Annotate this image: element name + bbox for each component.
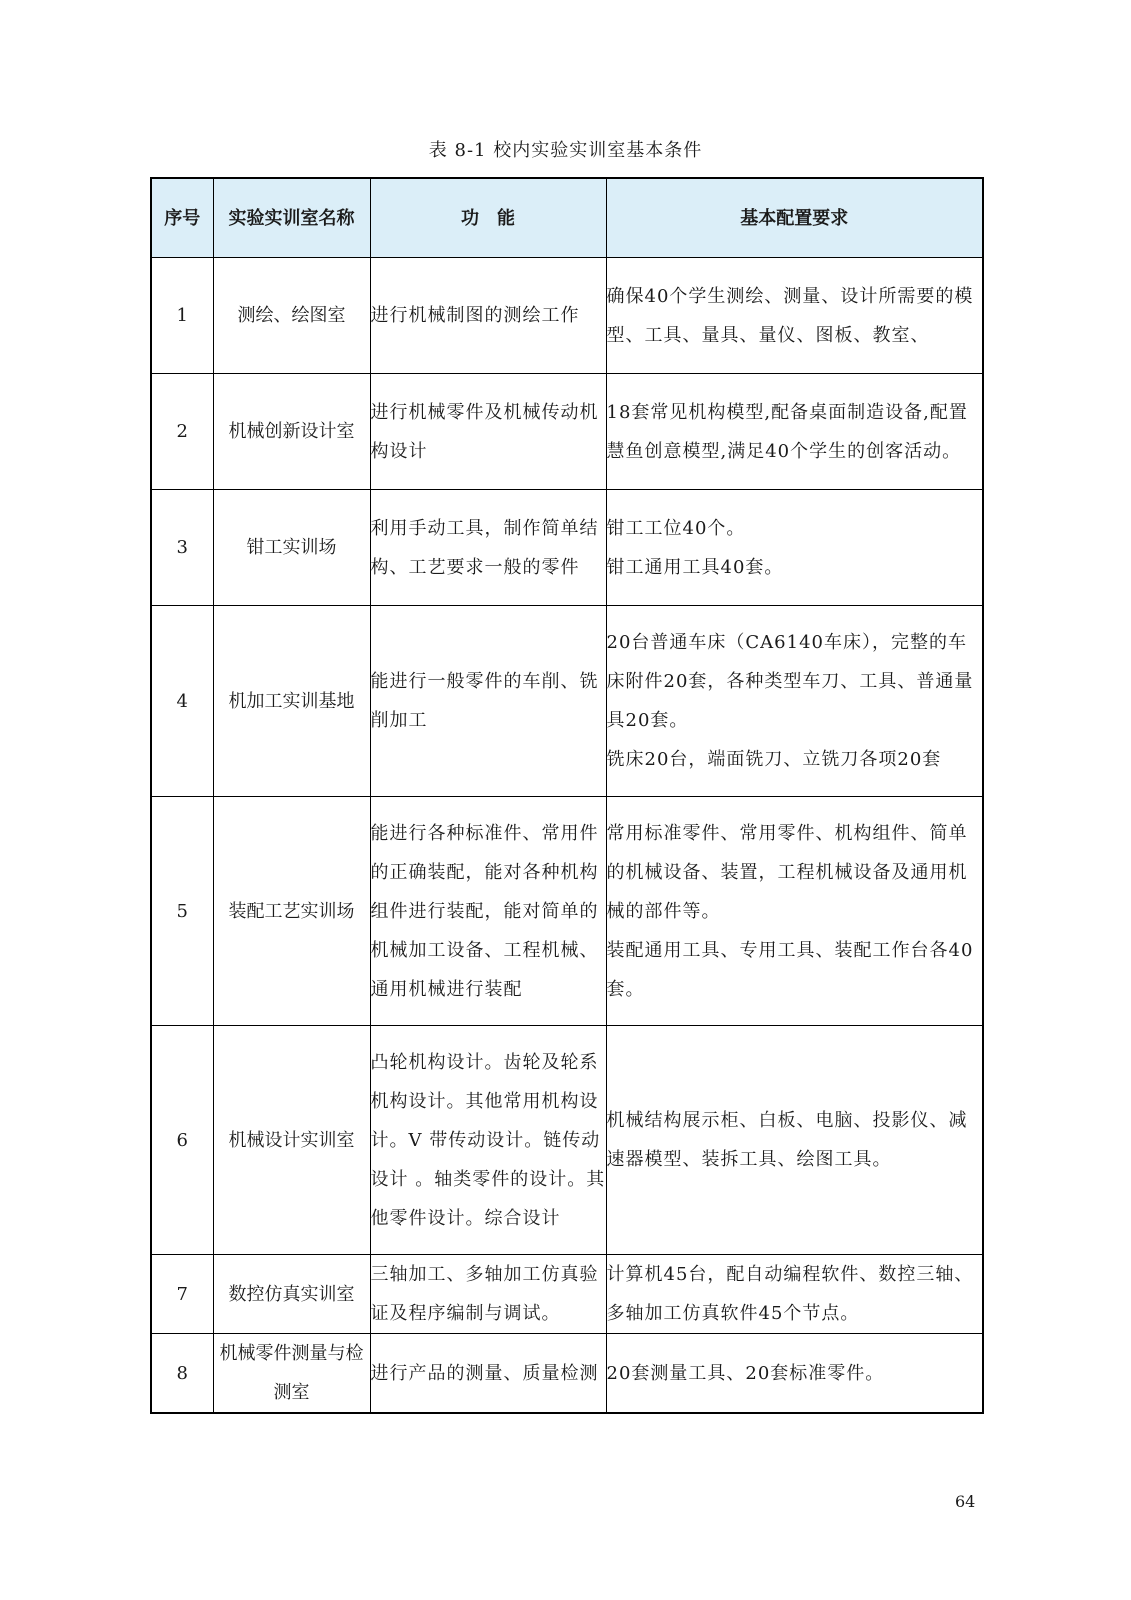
row-requirements [606,490,983,606]
row-index: 4 [151,606,213,797]
row-index: 1 [151,258,213,374]
row-function: 凸轮机构设计。齿轮及轮系机构设计。其他常用机构设计。V 带传动设计。链传动设计 。轴类零件的设计。其他零件设计。综合设计 [370,1026,606,1255]
requirement-line: 20套测量工具、20套标准零件。 [606,1362,885,1384]
requirement-line: 机械结构展示柜、白板、电脑、投影仪、减速器模型、装拆工具、绘图工具。 [606,1110,968,1170]
row-index: 8 [151,1334,213,1414]
row-requirements [606,1026,983,1255]
row-lab-name: 机械创新设计室 [213,374,370,490]
table-row [151,490,983,606]
requirement-line: 常用标准零件、常用零件、机构组件、简单的机械设备、装置，工程机械设备及通用机械的部件等。 [606,822,968,922]
row-index: 3 [151,490,213,606]
table-row [151,1334,983,1414]
row-lab-name: 机械零件测量与检测室 [213,1334,370,1414]
row-lab-name: 机械设计实训室 [213,1026,370,1255]
requirement-line: 确保40个学生测绘、测量、设计所需要的模型、工具、量具、量仪、图板、教室、 [606,285,974,346]
row-lab-name: 钳工实训场 [213,490,370,606]
header-function: 功 能 [370,178,606,258]
requirement-line: 计算机45台，配自动编程软件、数控三轴、多轴加工仿真软件45个节点。 [606,1264,974,1324]
table-row [151,797,983,1026]
row-function: 三轴加工、多轴加工仿真验证及程序编制与调试。 [370,1255,606,1334]
row-function: 利用手动工具，制作简单结构、工艺要求一般的零件 [370,490,606,606]
row-requirements [606,1255,983,1334]
requirement-line: 18套常见机构模型,配备桌面制造设备,配置慧鱼创意模型,满足40个学生的创客活动。 [606,401,968,462]
row-lab-name: 测绘、绘图室 [213,258,370,374]
table-row [151,1026,983,1255]
table-caption: 表 8-1 校内实验实训室基本条件 [428,140,703,161]
header-requirements: 基本配置要求 [606,178,983,258]
row-index: 2 [151,374,213,490]
header-lab-name: 实验实训室名称 [213,178,370,258]
requirement-line: 20台普通车床（CA6140车床），完整的车床附件20套，各种类型车刀、工具、普通量具20套。 [606,632,974,731]
row-function: 进行机械零件及机械传动机构设计 [370,374,606,490]
row-index: 6 [151,1026,213,1255]
row-function: 进行机械制图的测绘工作 [370,258,606,374]
requirement-line: 装配通用工具、专用工具、装配工作台各40套。 [606,939,974,1000]
row-function: 能进行一般零件的车削、铣削加工 [370,606,606,797]
table-row [151,606,983,797]
requirement-line: 钳工通用工具40套。 [606,556,784,578]
row-requirements [606,374,983,490]
requirement-line: 钳工工位40个。 [606,517,746,539]
header-index: 序号 [151,178,213,258]
row-requirements [606,797,983,1026]
row-lab-name: 装配工艺实训场 [213,797,370,1026]
table-row [151,258,983,374]
row-function: 能进行各种标准件、常用件的正确装配，能对各种机构组件进行装配，能对简单的机械加工设备、工程机械、通用机械进行装配 [370,797,606,1026]
table-row [151,374,983,490]
table-header-row [151,178,983,258]
row-lab-name: 数控仿真实训室 [213,1255,370,1334]
row-index: 5 [151,797,213,1026]
table-row [151,1255,983,1334]
requirement-line: 铣床20台，端面铣刀、立铣刀各项20套 [606,749,942,770]
row-requirements [606,606,983,797]
page-number: 64 [955,1492,976,1511]
row-function: 进行产品的测量、质量检测 [370,1334,606,1414]
row-requirements [606,258,983,374]
row-lab-name: 机加工实训基地 [213,606,370,797]
row-index: 7 [151,1255,213,1334]
row-requirements [606,1334,983,1414]
lab-conditions-table [150,177,984,1414]
